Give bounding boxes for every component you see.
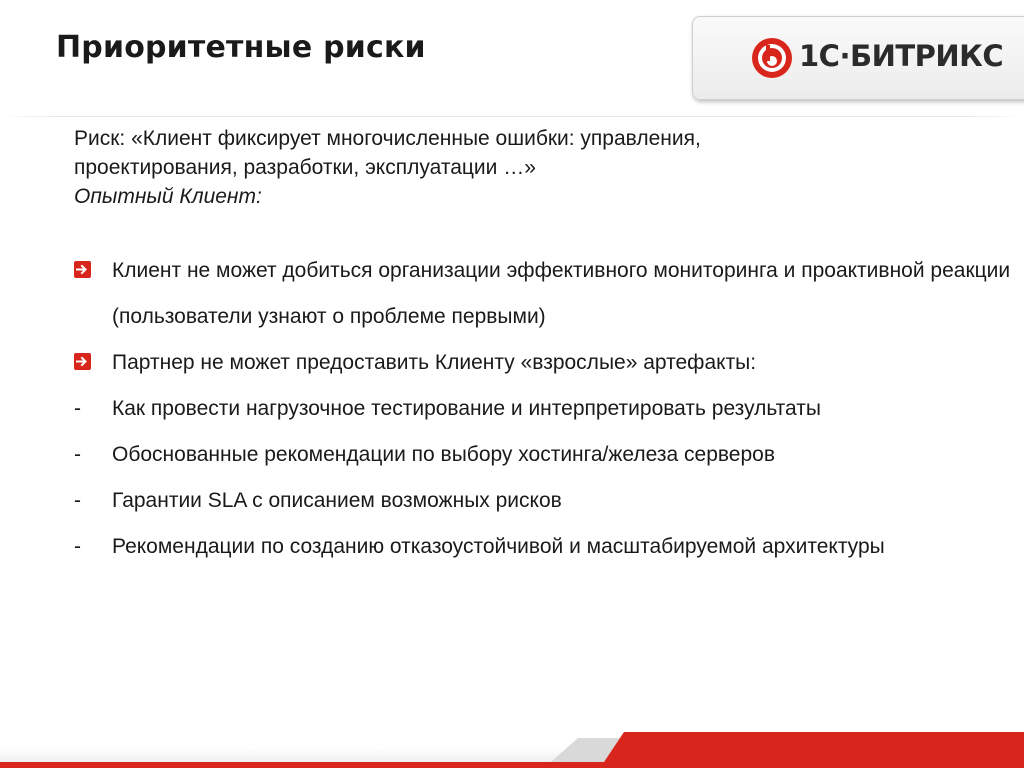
list-item-text: Гарантии SLA с описанием возможных рисков <box>112 489 562 512</box>
page-title: Приоритетные риски <box>56 30 426 65</box>
red-arrow-bullet-icon <box>74 261 91 278</box>
list-item-text: Обоснованные рекомендации по выбору хостинга/железа серверов <box>112 443 775 466</box>
intro-text <box>74 124 974 211</box>
logo-text: 1С·БИТРИКС <box>799 39 1004 73</box>
dash-bullet: - <box>74 397 81 420</box>
intro-line: Риск: «Клиент фиксирует многочисленные ошибки: управления, <box>74 127 701 150</box>
dash-bullet: - <box>74 443 81 466</box>
risk-list <box>74 248 1014 570</box>
list-item <box>74 524 1014 570</box>
list-item <box>74 386 1014 432</box>
list-item <box>74 432 1014 478</box>
logo-badge <box>692 16 1024 100</box>
list-item-text: Рекомендации по созданию отказоустойчивой и масштабируемой архитектуры <box>112 535 885 558</box>
list-item-text: Партнер не может предоставить Клиенту «взрослые» артефакты: <box>112 351 757 374</box>
intro-line: проектирования, разработки, эксплуатации …» <box>74 156 536 179</box>
list-item <box>74 340 1014 386</box>
list-item-text: Как провести нагрузочное тестирование и интерпретировать результаты <box>112 397 821 420</box>
bitrix-logo-icon <box>751 37 793 79</box>
list-item <box>74 248 1014 340</box>
list-item <box>74 478 1014 524</box>
footer-red-bar <box>0 762 1024 768</box>
red-arrow-bullet-icon <box>74 353 91 370</box>
intro-subheading: Опытный Клиент: <box>74 185 262 208</box>
dash-bullet: - <box>74 535 81 558</box>
list-item-text: Клиент не может добиться организации эффективного мониторинга и проактивной реакции (пользователи узнают о проблеме первыми) <box>112 259 1011 328</box>
dash-bullet: - <box>74 489 81 512</box>
header-divider <box>0 116 1024 117</box>
